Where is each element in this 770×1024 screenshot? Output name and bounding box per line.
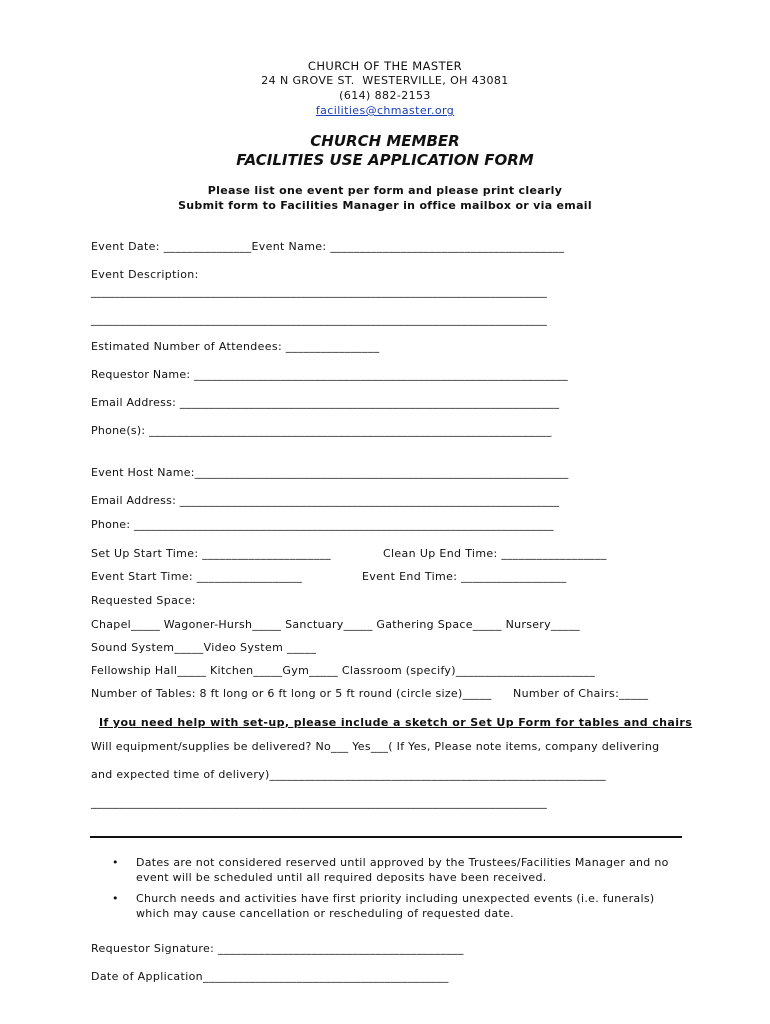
setup-start-field[interactable]: Set Up Start Time: ______________________: [91, 547, 331, 560]
attendees-field[interactable]: Estimated Number of Attendees: ________________: [91, 340, 380, 353]
tables-field[interactable]: Number of Tables: 8 ft long or 6 ft long or 5 ft round (circle size)_____: [91, 687, 492, 700]
setup-help-note: If you need help with set-up, please include a sketch or Set Up Form for tables and chairs: [99, 716, 693, 729]
requested-space-label: Requested Space:: [91, 594, 196, 607]
host-name-field[interactable]: Event Host Name:_________________________________________________________________: [91, 466, 569, 479]
host-email-field[interactable]: Email Address: __________________________________________________________________: [91, 494, 560, 507]
chairs-field[interactable]: Number of Chairs:_____: [513, 687, 649, 700]
policy-note: [91, 891, 671, 921]
policy-note: [91, 855, 671, 885]
requestor-phones-field[interactable]: Phone(s): ______________________________________________________________________: [91, 424, 552, 437]
equipment-delivery-line[interactable]: and expected time of delivery)__________________________________________________________: [91, 768, 606, 781]
instruction-line2: Submit form to Facilities Manager in office mailbox or via email: [178, 199, 592, 212]
requestor-name-field[interactable]: Requestor Name: _________________________________________________________________: [91, 368, 568, 381]
bullet-icon: •: [112, 856, 119, 869]
requestor-signature-field[interactable]: Requestor Signature: __________________________________________: [91, 942, 464, 955]
policy-note-text: Church needs and activities have first priority including unexpected events (i.e. funerals) which may cause cancellation or rescheduling of requested date.: [136, 892, 655, 920]
bullet-icon: •: [112, 892, 119, 905]
instruction-line1: Please list one event per form and please print clearly: [207, 184, 563, 197]
spaces-row3[interactable]: Fellowship Hall_____ Kitchen_____Gym_____ Classroom (specify)________________________: [91, 664, 596, 677]
org-phone: (614) 882-2153: [339, 89, 431, 102]
org-name: CHURCH OF THE MASTER: [307, 59, 463, 73]
event-end-field[interactable]: Event End Time: __________________: [362, 570, 567, 583]
form-title-line1: CHURCH MEMBER: [310, 132, 460, 150]
spaces-row1[interactable]: Chapel_____ Wagoner-Hursh_____ Sanctuary_____ Gathering Space_____ Nursery_____: [91, 618, 580, 631]
section-divider: [90, 836, 682, 838]
policy-notes: [91, 855, 671, 927]
requestor-email-field[interactable]: Email Address: __________________________________________________________________: [91, 396, 560, 409]
event-description-line2[interactable]: ________________________________________________________________________________: [91, 313, 547, 326]
event-start-field[interactable]: Event Start Time: __________________: [91, 570, 303, 583]
event-description-label: Event Description:: [91, 268, 199, 281]
application-date-field[interactable]: Date of Application__________________________________________: [91, 970, 449, 983]
org-address: 24 N GROVE ST. WESTERVILLE, OH 43081: [261, 74, 509, 87]
spaces-row2[interactable]: Sound System_____Video System _____: [91, 641, 317, 654]
org-email-link[interactable]: facilities@chmaster.org: [315, 104, 455, 117]
event-description-line1[interactable]: ________________________________________________________________________________: [91, 285, 547, 298]
host-phone-field[interactable]: Phone: _________________________________________________________________________: [91, 518, 554, 531]
equipment-extra-line[interactable]: ________________________________________________________________________________: [91, 796, 547, 809]
cleanup-end-field[interactable]: Clean Up End Time: __________________: [383, 547, 607, 560]
form-title-line2: FACILITIES USE APPLICATION FORM: [236, 151, 534, 169]
event-date-name-field[interactable]: Event Date: _______________Event Name: ________________________________________: [91, 240, 565, 253]
policy-note-text: Dates are not considered reserved until approved by the Trustees/Facilities Manager and no event will be scheduled until all required deposits have been received.: [136, 856, 669, 884]
equipment-question[interactable]: Will equipment/supplies be delivered? No___ Yes___( If Yes, Please note items, company delivering: [91, 740, 660, 753]
